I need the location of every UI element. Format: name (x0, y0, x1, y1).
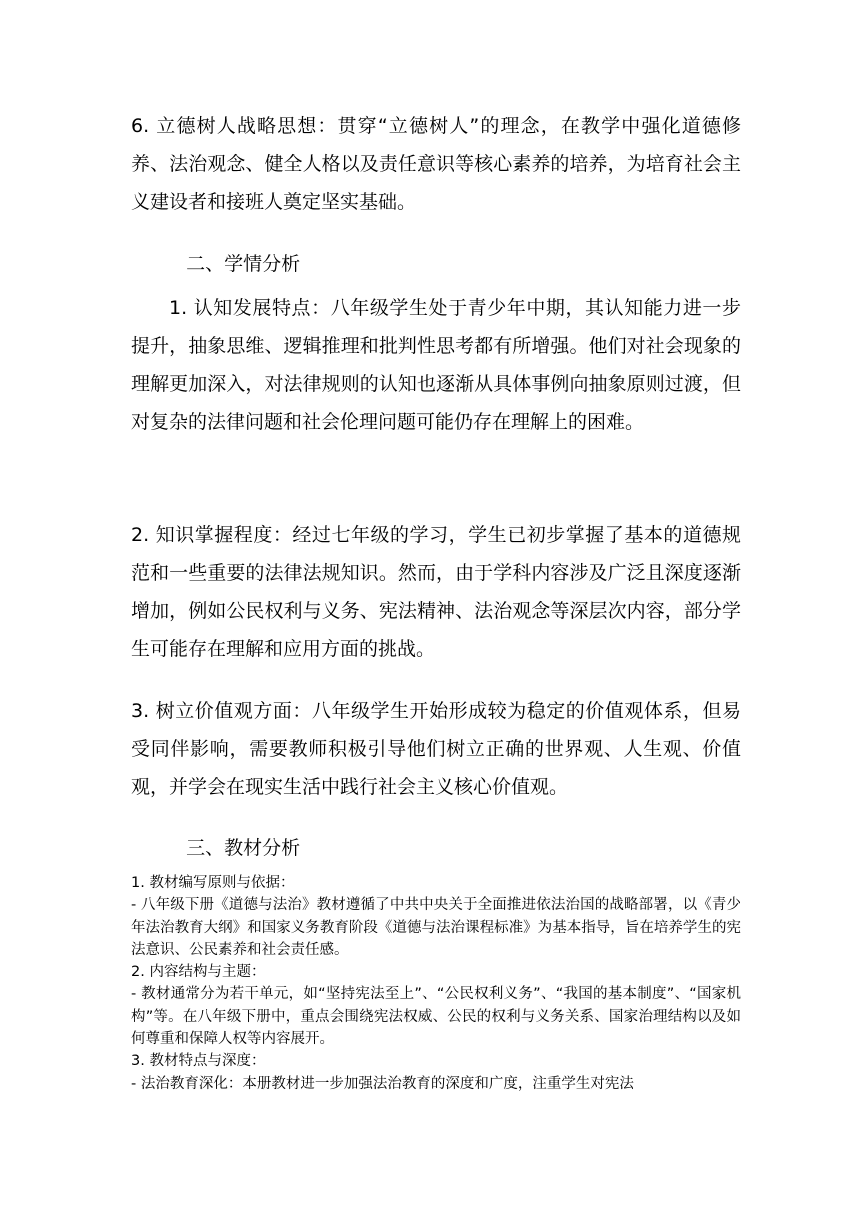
paragraph-item-6: 6. 立德树人战略思想：贯穿“立德树人”的理念，在教学中强化道德修养、法治观念、健全人格以及责任意识等核心素养的培养，为培育社会主义建设者和接班人奠定坚实基础。 (131, 115, 741, 213)
section-heading-textbook-analysis: 三、教材分析 (186, 837, 301, 859)
note-line-principles-body: - 八年级下册《道德与法治》教材遵循了中共中央关于全面推进依法治国的战略部署，以《青少年法治教育大纲》和国家义务教育阶段《道德与法治课程标准》为基本指导，旨在培养学生的宪法意识、公民素养和社会责任感。 (131, 897, 741, 958)
note-line-structure-body: - 教材通常分为若干单元，如“坚持宪法至上”、“公民权利义务”、“我国的基本制度”、“国家机构”等。在八年级下册中，重点会围绕宪法权威、公民的权利与义务关系、国家治理结构以及如何尊重和保障人权等内容展开。 (131, 986, 741, 1048)
note-line-features-heading: 3. 教材特点与深度： (131, 1053, 266, 1070)
note-line-features-body: - 法治教育深化：本册教材进一步加强法治教育的深度和广度，注重学生对宪法 (131, 1075, 634, 1092)
textbook-analysis-notes (131, 872, 741, 1095)
paragraph-knowledge-mastery: 2. 知识掌握程度：经过七年级的学习，学生已初步掌握了基本的道德规范和一些重要的法律法规知识。然而，由于学科内容涉及广泛且深度逐渐增加，例如公民权利与义务、宪法精神、法治观念等深层次内容，部分学生可能存在理解和应用方面的挑战。 (131, 524, 741, 660)
note-line-principles-heading: 1. 教材编写原则与依据： (131, 875, 295, 891)
note-line-structure-heading: 2. 内容结构与主题： (131, 964, 266, 981)
section-heading-student-analysis: 二、学情分析 (186, 253, 301, 275)
paragraph-values: 3. 树立价值观方面：八年级学生开始形成较为稳定的价值观体系，但易受同伴影响，需要教师积极引导他们树立正确的世界观、人生观、价值观，并学会在现实生活中践行社会主义核心价值观。 (131, 700, 741, 798)
paragraph-cognitive-development: 1. 认知发展特点：八年级学生处于青少年中期，其认知能力进一步提升，抽象思维、逻辑推理和批判性思考都有所增强。他们对社会现象的理解更加深入，对法律规则的认知也逐渐从具体事例向抽象原则过渡，但对复杂的法律问题和社会伦理问题可能仍存在理解上的困难。 (131, 297, 741, 433)
